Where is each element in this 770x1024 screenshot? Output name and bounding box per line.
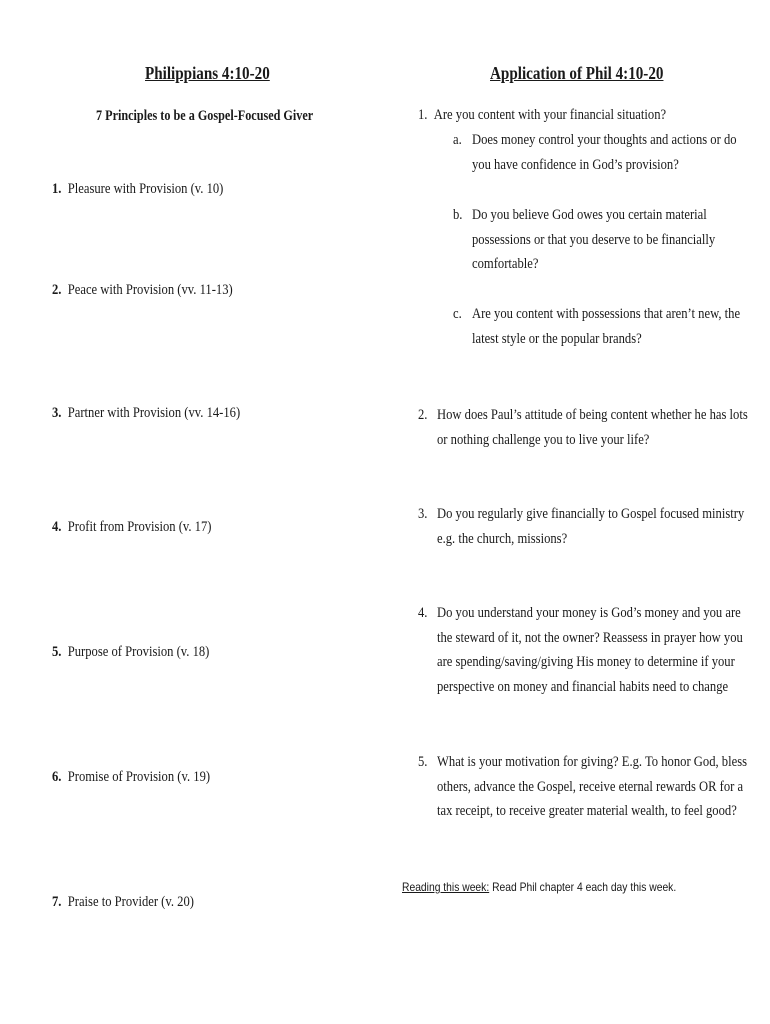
question-1a: Does money control your thoughts and actions or do you have confidence in God’s provision? (472, 132, 737, 173)
right-title: Application of Phil 4:10-20 (490, 63, 664, 83)
principle-item: 2. Peace with Provision (vv. 11-13) (52, 282, 233, 298)
reading-label: Reading this week: (402, 880, 490, 894)
reading-text: Read Phil chapter 4 each day this week. (489, 880, 677, 894)
question-3-num: 3. (418, 506, 428, 522)
question-2-num: 2. (418, 407, 428, 423)
principle-item: 5. Purpose of Provision (v. 18) (52, 644, 210, 660)
question-1c-label: c. (453, 306, 462, 322)
principle-item: 4. Profit from Provision (v. 17) (52, 519, 212, 535)
question-1c: Are you content with possessions that aren’t new, the latest style or the popular brands? (472, 306, 741, 347)
question-5: What is your motivation for giving? E.g. To honor God, bless others, advance the Gospel, receive eternal rewards OR for a tax receipt, to receive greater material wealth, to feel good? (437, 754, 747, 819)
question-1b: Do you believe God owes you certain material possessions or that you deserve to be financially comfortable? (472, 207, 716, 272)
reading-note (402, 880, 721, 894)
question-2: How does Paul’s attitude of being content whether he has lots or nothing challenge you to live your life? (437, 407, 748, 448)
principle-item: 3. Partner with Provision (vv. 14-16) (52, 405, 241, 421)
question-1a-label: a. (453, 132, 462, 148)
question-1: 1. Are you content with your financial situation? (418, 107, 667, 123)
question-4-num: 4. (418, 605, 428, 621)
principle-item: 6. Promise of Provision (v. 19) (52, 769, 211, 785)
left-title: Philippians 4:10-20 (145, 63, 270, 83)
question-1b-label: b. (453, 207, 463, 223)
principle-item: 1. Pleasure with Provision (v. 10) (52, 181, 224, 197)
left-subtitle: 7 Principles to be a Gospel-Focused Giver (96, 108, 314, 124)
question-3: Do you regularly give financially to Gospel focused ministry e.g. the church, missions? (437, 506, 745, 547)
question-4: Do you understand your money is God’s money and you are the steward of it, not the owner? Reassess in prayer how you are spending/saving/giving His money to determine if your perspective on money and financial habits need to change (437, 605, 743, 695)
question-5-num: 5. (418, 754, 428, 770)
principle-item: 7. Praise to Provider (v. 20) (52, 894, 194, 910)
